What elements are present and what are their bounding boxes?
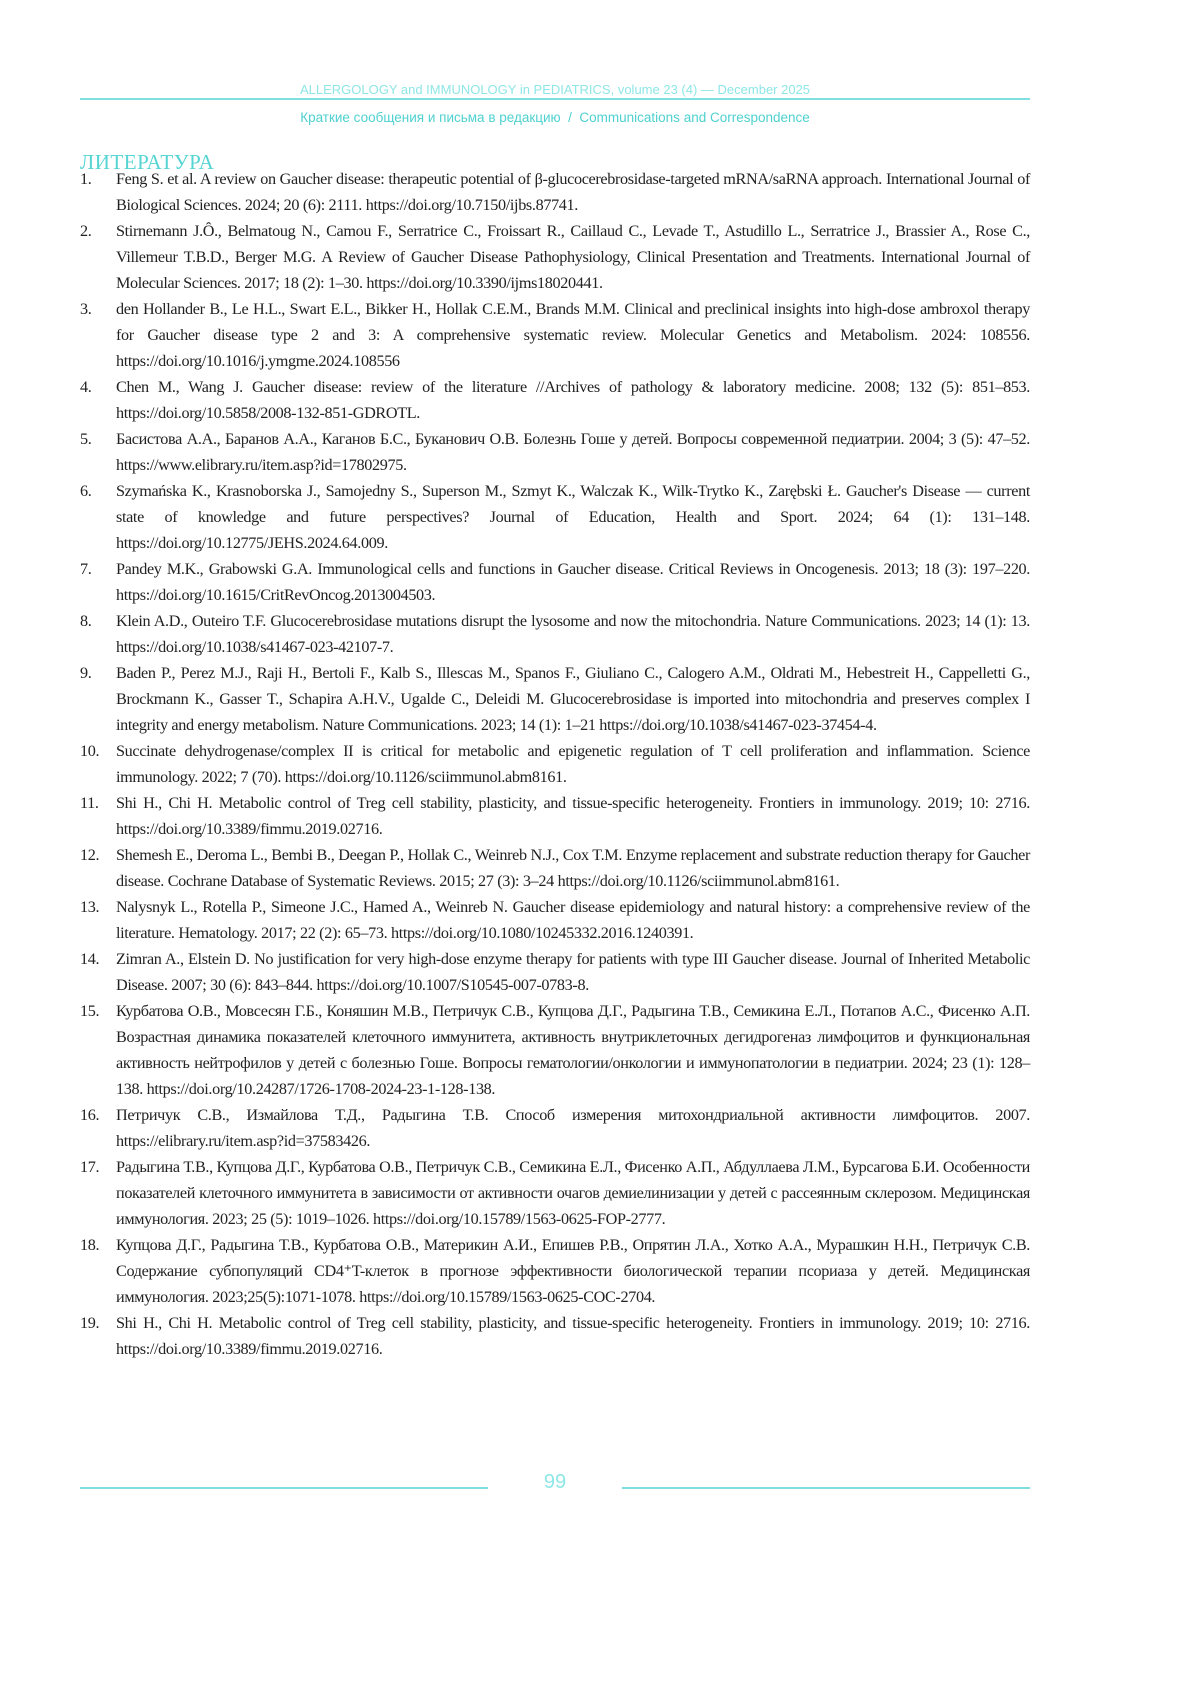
- reference-text: den Hollander B., Le H.L., Swart E.L., Bikker H., Hollak C.E.M., Brands M.M. Clinical and preclinical insights into high-dose ambroxol therapy for Gaucher disease type 2 and 3: A comprehensive systematic review. Molecular Genetics and Metabolism. 2024: 108556. https://doi.org/10.1016/j.ymgme.2024.108556: [116, 300, 1030, 370]
- reference-number: 10.: [80, 742, 100, 760]
- journal-header: ALLERGOLOGY and IMMUNOLOGY in PEDIATRICS, volume 23 (4) — December 2025: [299, 82, 811, 97]
- reference-item: [80, 738, 1030, 790]
- reference-item: [80, 998, 1030, 1102]
- reference-text: Chen M., Wang J. Gaucher disease: review of the literature //Archives of pathology & laboratory medicine. 2008; 132 (5): 851–853. https://doi.org/10.5858/2008-132-851-GDROTL.: [116, 378, 1030, 422]
- reference-text: Klein A.D., Outeiro T.F. Glucocerebrosidase mutations disrupt the lysosome and now the mitochondria. Nature Communications. 2023; 14 (1): 13. https://doi.org/10.1038/s41467-023-42107-7.: [116, 612, 1030, 656]
- reference-number: 5.: [80, 430, 92, 448]
- reference-number: 16.: [80, 1106, 100, 1124]
- reference-number: 14.: [80, 950, 100, 968]
- section-header: Краткие сообщения и письма в редакцию / Communications and Correspondence: [300, 110, 810, 125]
- reference-text: Succinate dehydrogenase/complex II is critical for metabolic and epigenetic regulation of T cell proliferation and inflammation. Science immunology. 2022; 7 (70). https://doi.org/10.1126/sciimmunol.abm8161.: [116, 742, 1030, 786]
- reference-text: Baden P., Perez M.J., Raji H., Bertoli F., Kalb S., Illescas M., Spanos F., Giuliano C., Calogero A.M., Oldrati M., Hebestreit H., Cappelletti G., Brockmann K., Gasser T., Schapira A.H.V., Ugalde C., Deleidi M. Glucocerebrosidase is imported into mitochondria and preserves complex I integrity and energy metabolism. Nature Communications. 2023; 14 (1): 1–21 https://doi.org/10.1038/s41467-023-37454-4.: [116, 664, 1030, 734]
- reference-item: [80, 842, 1030, 894]
- reference-item: [80, 660, 1030, 738]
- reference-item: [80, 556, 1030, 608]
- reference-item: [80, 166, 1030, 218]
- reference-text: Shi H., Chi H. Metabolic control of Treg cell stability, plasticity, and tissue-specific heterogeneity. Frontiers in immunology. 2019; 10: 2716. https://doi.org/10.3389/fimmu.2019.02716.: [116, 1314, 1030, 1358]
- reference-item: [80, 1232, 1030, 1310]
- references-title: ЛИТЕРАТУРА: [80, 150, 215, 174]
- reference-number: 7.: [80, 560, 92, 578]
- reference-text: Feng S. et al. A review on Gaucher disease: therapeutic potential of β-glucocerebrosidase-targeted mRNA/saRNA approach. International Journal of Biological Sciences. 2024; 20 (6): 2111. https://doi.org/10.7150/ijbs.87741.: [116, 170, 1030, 214]
- reference-item: [80, 1102, 1030, 1154]
- reference-number: 9.: [80, 664, 92, 682]
- reference-number: 4.: [80, 378, 92, 396]
- reference-number: 6.: [80, 482, 92, 500]
- reference-item: [80, 1154, 1030, 1232]
- reference-item: [80, 1310, 1030, 1362]
- reference-text: Купцова Д.Г., Радыгина Т.В., Курбатова О.В., Материкин А.И., Епишев Р.В., Опрятин Л.А., Хотко А.А., Мурашкин Н.Н., Петричук С.В. Содержание субпопуляций CD4⁺T-клеток в прогнозе эффективности биологической терапии псориаза у детей. Медицинская иммунология. 2023;25(5):1071-1078. https://doi.org/10.15789/1563-0625-COC-2704.: [116, 1236, 1030, 1306]
- reference-number: 3.: [80, 300, 92, 318]
- reference-number: 8.: [80, 612, 92, 630]
- reference-item: [80, 426, 1030, 478]
- reference-number: 1.: [80, 170, 92, 188]
- reference-number: 13.: [80, 898, 100, 916]
- reference-number: 17.: [80, 1158, 100, 1176]
- reference-text: Shi H., Chi H. Metabolic control of Treg cell stability, plasticity, and tissue-specific heterogeneity. Frontiers in immunology. 2019; 10: 2716. https://doi.org/10.3389/fimmu.2019.02716.: [116, 794, 1030, 838]
- page-number: 99: [543, 1471, 567, 1493]
- reference-item: [80, 946, 1030, 998]
- footer-divider-right: [622, 1487, 1030, 1489]
- reference-text: Zimran A., Elstein D. No justification for very high-dose enzyme therapy for patients with type III Gaucher disease. Journal of Inherited Metabolic Disease. 2007; 30 (6): 843–844. https://doi.org/10.1007/S10545-007-0783-8.: [116, 950, 1030, 994]
- reference-item: [80, 608, 1030, 660]
- reference-text: Петричук С.В., Измайлова Т.Д., Радыгина Т.В. Способ измерения митохондриальной активности лимфоцитов. 2007. https://elibrary.ru/item.asp?id=37583426.: [116, 1106, 1030, 1150]
- reference-item: [80, 296, 1030, 374]
- reference-item: [80, 894, 1030, 946]
- reference-text: Nalysnyk L., Rotella P., Simeone J.C., Hamed A., Weinreb N. Gaucher disease epidemiology and natural history: a comprehensive review of the literature. Hematology. 2017; 22 (2): 65–73. https://doi.org/10.1080/10245332.2016.1240391.: [116, 898, 1030, 942]
- reference-number: 15.: [80, 1002, 100, 1020]
- reference-text: Szymańska K., Krasnoborska J., Samojedny S., Superson M., Szmyt K., Walczak K., Wilk-Trytko K., Zarębski Ł. Gaucher's Disease — current state of knowledge and future perspectives? Journal of Education, Health and Sport. 2024; 64 (1): 131–148. https://doi.org/10.12775/JEHS.2024.64.009.: [116, 482, 1030, 552]
- reference-item: [80, 218, 1030, 296]
- reference-item: [80, 790, 1030, 842]
- reference-number: 19.: [80, 1314, 100, 1332]
- reference-text: Pandey M.K., Grabowski G.A. Immunological cells and functions in Gaucher disease. Critical Reviews in Oncogenesis. 2013; 18 (3): 197–220. https://doi.org/10.1615/CritRevOncog.2013004503.: [116, 560, 1030, 604]
- reference-number: 12.: [80, 846, 100, 864]
- reference-text: Stirnemann J.Ô., Belmatoug N., Camou F., Serratrice C., Froissart R., Caillaud C., Levade T., Astudillo L., Serratrice J., Brassier A., Rose C., Villemeur T.B.D., Berger M.G. A Review of Gaucher Disease Pathophysiology, Clinical Presentation and Treatments. International Journal of Molecular Sciences. 2017; 18 (2): 1–30. https://doi.org/10.3390/ijms18020441.: [116, 222, 1030, 292]
- reference-text: Радыгина Т.В., Купцова Д.Г., Курбатова О.В., Петричук С.В., Семикина Е.Л., Фисенко А.П., Абдуллаева Л.М., Бурсагова Б.И. Особенности показателей клеточного иммунитета в зависимости от активности очагов демиелинизации у детей с рассеянным склерозом. Медицинская иммунология. 2023; 25 (5): 1019–1026. https://doi.org/10.15789/1563-0625-FOP-2777.: [116, 1158, 1030, 1228]
- reference-number: 18.: [80, 1236, 100, 1254]
- reference-text: Курбатова О.В., Мовсесян Г.Б., Коняшин М.В., Петричук С.В., Купцова Д.Г., Радыгина Т.В., Семикина Е.Л., Потапов А.С., Фисенко А.П. Возрастная динамика показателей клеточного иммунитета, активность внутриклеточных дегидрогеназ лимфоцитов и функциональная активность нейтрофилов у детей с болезнью Гоше. Вопросы гематологии/онкологии и иммунопатологии в педиатрии. 2024; 23 (1): 128–138. https://doi.org/10.24287/1726-1708-2024-23-1-128-138.: [116, 1002, 1030, 1098]
- reference-text: Басистова А.А., Баранов А.А., Каганов Б.С., Буканович О.В. Болезнь Гоше у детей. Вопросы современной педиатрии. 2004; 3 (5): 47–52. https://www.elibrary.ru/item.asp?id=17802975.: [116, 430, 1030, 474]
- header-divider: [80, 98, 1030, 100]
- reference-item: [80, 478, 1030, 556]
- reference-text: Shemesh E., Deroma L., Bembi B., Deegan P., Hollak C., Weinreb N.J., Cox T.M. Enzyme replacement and substrate reduction therapy for Gaucher disease. Cochrane Database of Systematic Reviews. 2015; 27 (3): 3–24 https://doi.org/10.1126/sciimmunol.abm8161.: [116, 846, 1030, 890]
- reference-item: [80, 374, 1030, 426]
- reference-number: 11.: [80, 794, 99, 812]
- reference-list: [80, 166, 1030, 1362]
- reference-number: 2.: [80, 222, 92, 240]
